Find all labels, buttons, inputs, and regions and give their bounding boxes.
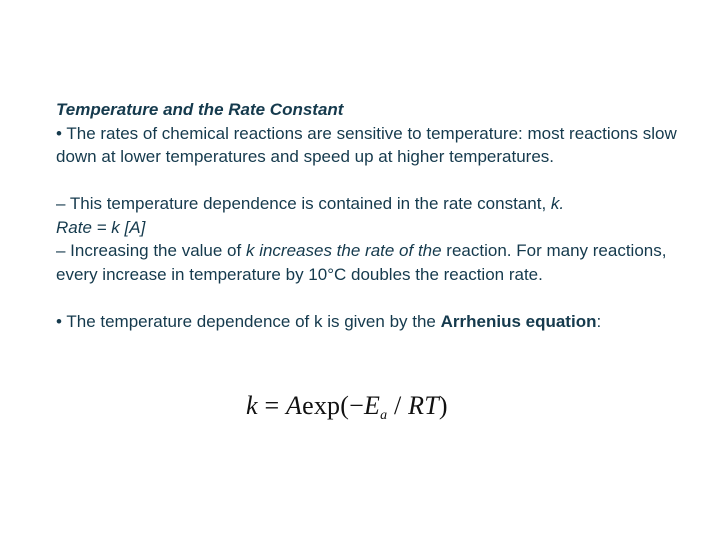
sub-bullet-increase-k-prefix: – Increasing the value of [56,241,246,260]
eq-a: a [380,408,388,423]
rate-constant-symbol: k. [550,194,565,213]
eq-RT: RT [408,391,439,420]
sub-bullet-rate-constant-text: – This temperature dependence is contained in the rate constant, [56,194,551,213]
slide-title: Temperature and the Rate Constant [56,100,344,119]
eq-close: ) [438,391,448,420]
eq-slash: / [387,391,409,420]
spacer [56,286,686,310]
eq-equals: = [257,391,287,420]
arrhenius-equation-term: Arrhenius equation [440,311,597,331]
sub-bullet-increase-k-rest: reaction. For many reactions, every increase in temperature by 10°C doubles the reaction rate. [56,241,667,284]
sub-bullet-rate-constant [56,192,686,216]
bullet-arrhenius-suffix: : [596,311,602,331]
arrhenius-equation [246,391,448,424]
bullet-arrhenius [56,310,686,334]
eq-exp: exp(− [302,391,364,420]
sub-bullet-increase-k [56,239,686,286]
slide-content [56,98,686,333]
sub-bullet-increase-k-italic: k increases the rate of the [245,241,442,260]
bullet-temperature-sensitivity: • The rates of chemical reactions are sensitive to temperature: most reactions slow down at lower temperatures and speed up at higher temperatures. [56,123,677,166]
eq-k: k [246,391,258,420]
rate-law: Rate = k [A] [56,217,146,237]
bullet-arrhenius-prefix: • The temperature dependence of k is given by the [56,311,441,331]
eq-E: E [363,391,381,420]
spacer [56,169,686,193]
eq-A: A [286,391,303,420]
